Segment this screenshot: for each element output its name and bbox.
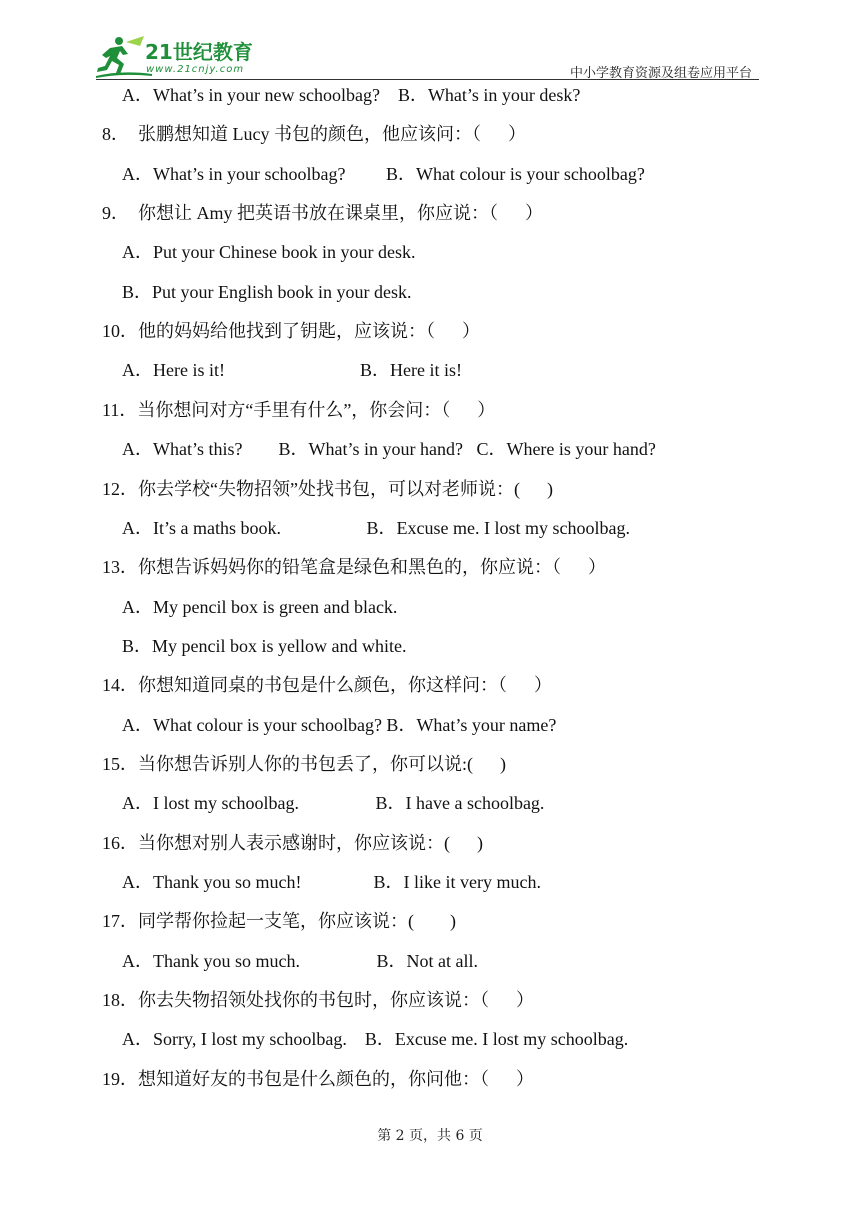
question-text: 16．当你想对别人表示感谢时，你应该说：( ) (102, 832, 483, 853)
answer-option: A．What’s in your schoolbag? B．What colour is your schoolbag? (122, 163, 645, 184)
answer-option: A．Sorry, I lost my schoolbag. B．Excuse me. I lost my schoolbag. (122, 1029, 629, 1050)
question-text: 10．他的妈妈给他找到了钥匙，应该说：（ ） (102, 321, 480, 342)
question-text: 14．你想知道同桌的书包是什么颜色，你这样问：（ ） (102, 675, 552, 696)
question-text: 19．想知道好友的书包是什么颜色的，你问他：（ ） (102, 1068, 534, 1089)
answer-option: A．Thank you so much. B．Not at all. (122, 950, 478, 971)
logo-url: www.21cnjy.com (146, 64, 245, 75)
question-text: 15．当你想告诉别人你的书包丢了，你可以说:( ) (102, 753, 506, 774)
question-text: 8． 张鹏想知道 Lucy 书包的颜色，他应该问：（ ） (102, 124, 526, 145)
answer-option: A．What’s this? B．What’s in your hand? C．Where is your hand? (122, 439, 656, 460)
answer-option: A．What colour is your schoolbag? B．What’s your name? (122, 714, 557, 735)
answer-option: A．I lost my schoolbag. B．I have a schoolbag. (122, 793, 545, 814)
page-number: 第 2 页，共 6 页 (377, 1128, 483, 1144)
answer-option: A．Here is it! B．Here it is! (122, 360, 462, 381)
question-text: 12．你去学校“失物招领”处找书包，可以对老师说：( ) (102, 478, 553, 499)
answer-option: A．Put your Chinese book in your desk. (122, 242, 416, 263)
answer-option: A．Thank you so much! B．I like it very much. (122, 872, 541, 892)
question-text: 13．你想告诉妈妈你的铅笔盒是绿色和黑色的，你应说：（ ） (102, 557, 606, 578)
header-divider (96, 79, 759, 80)
page-header (0, 0, 860, 90)
question-text: 9． 你想让 Amy 把英语书放在课桌里，你应说：（ ） (102, 203, 543, 224)
answer-option: A．What’s in your new schoolbag? B．What’s in your desk? (122, 85, 581, 105)
answer-option: B．Put your English book in your desk. (122, 281, 412, 302)
question-text: 18．你去失物招领处找你的书包时，你应该说：（ ） (102, 990, 534, 1011)
logo-text: 21世纪教育 (145, 40, 253, 64)
answer-option: A．My pencil box is green and black. (122, 596, 398, 617)
question-text: 11．当你想问对方“手里有什么”，你会问：（ ） (102, 399, 496, 420)
answer-option: B．My pencil box is yellow and white. (122, 635, 407, 656)
answer-option: A．It’s a maths book. B．Excuse me. I lost my schoolbag. (122, 517, 630, 538)
header-platform-title: 中小学教育资源及组卷应用平台 (569, 66, 752, 81)
question-text: 17．同学帮你捡起一支笔，你应该说：( ) (102, 911, 456, 932)
